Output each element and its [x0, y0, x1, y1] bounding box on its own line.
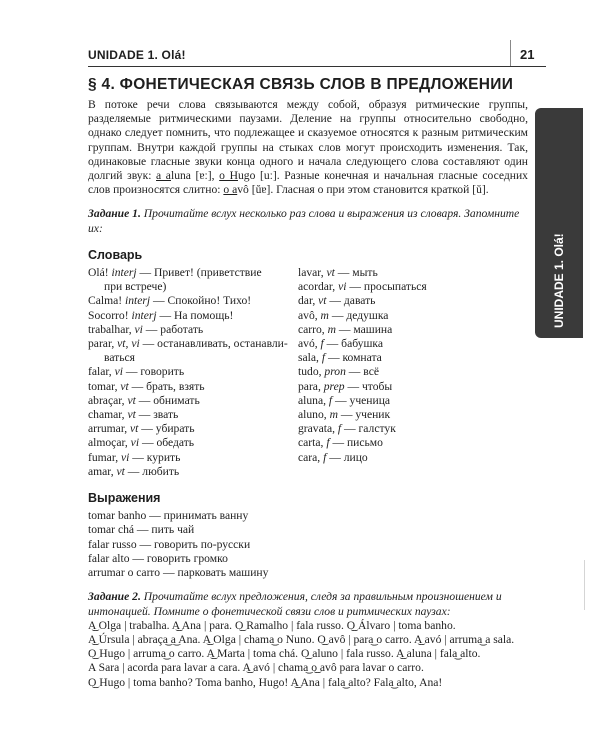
vocab-definition: — обедать	[139, 436, 195, 450]
vocab-definition: — чтобы	[344, 379, 393, 393]
vocab-pos: f	[320, 337, 324, 351]
task-1	[88, 207, 528, 235]
vocab-pos: interj	[111, 266, 137, 280]
vocab-entry	[298, 394, 498, 408]
vocab-word: chamar,	[88, 408, 128, 422]
vocab-entry	[298, 280, 498, 294]
vocab-pos: vt	[130, 422, 139, 436]
vocab-entry	[88, 337, 298, 365]
running-head: UNIDADE 1. Olá!	[88, 48, 186, 62]
side-tab	[535, 108, 583, 338]
sentence-line: A͜ Olga | trabalha. A͜ Ana | para. O͜ Ramalho | fala russo. O͜ Álvaro | toma banho.	[88, 618, 456, 632]
vocab-definition: — всё	[345, 365, 379, 379]
vocab-entry	[88, 394, 298, 408]
task-1-label: Задание 1.	[88, 207, 141, 221]
vocab-entry	[298, 422, 498, 436]
vocab-pos: vi	[134, 322, 143, 336]
vocab-word: Calma!	[88, 294, 126, 308]
vocab-word: aluna,	[298, 393, 329, 407]
vocab-pos: vi	[338, 280, 347, 294]
task-2-label: Задание 2.	[88, 590, 141, 604]
vocab-pos: vi	[121, 450, 130, 464]
vocab-entry	[298, 451, 498, 465]
vocab-word: carta,	[298, 436, 327, 450]
vocab-entry	[88, 309, 298, 323]
vocab-entry	[298, 365, 498, 379]
vocab-word: trabalhar,	[88, 322, 135, 336]
vocab-entry	[298, 266, 498, 280]
phrase-item: falar alto — говорить громко	[88, 551, 228, 565]
vocab-entry	[298, 408, 498, 422]
vocab-entry	[88, 323, 298, 337]
vocab-word: almoçar,	[88, 436, 131, 450]
vocab-definition-continued: при встрече)	[104, 280, 167, 294]
vocab-word: falar,	[88, 365, 115, 379]
vocab-entry	[88, 294, 298, 308]
vocab-pos: m	[320, 308, 329, 322]
vocab-pos: vi	[114, 365, 123, 379]
vocab-definition: — курить	[129, 450, 181, 464]
vocab-pos: vi	[130, 436, 140, 450]
vocab-entry	[88, 380, 298, 394]
task-1-text: Прочитайте вслух несколько раз слова и выражения из словаря. Запомните их:	[88, 207, 520, 235]
vocab-entry	[298, 294, 498, 308]
vocab-pos: f	[321, 351, 326, 365]
phrase-item: tomar chá — пить чай	[88, 523, 195, 537]
vocab-definition: — Спокойно! Тихо!	[150, 294, 252, 308]
vocab-definition: — мыть	[334, 266, 378, 280]
vocab-entry	[88, 436, 298, 450]
page-content	[88, 76, 528, 690]
vocab-pos: prep	[323, 379, 345, 393]
vocab-pos: vt	[120, 379, 129, 393]
vocab-word: sala,	[298, 351, 322, 365]
vocab-word: arrumar,	[88, 422, 131, 436]
phrase-item: arrumar o carro — парковать машину	[88, 566, 269, 580]
vocab-left-column	[88, 266, 298, 479]
vocab-pos: pron	[324, 365, 346, 379]
example-oavo-rest: vô [ŭɐ]. Гласная o при этом становится краткой [ŭ].	[237, 183, 489, 197]
vocab-definition: — комната	[325, 351, 382, 365]
vocab-word: abraçar,	[88, 393, 128, 407]
gutter-line	[584, 560, 585, 610]
example-aaluna: a a	[156, 169, 171, 183]
vocab-word: avô,	[298, 308, 321, 322]
vocab-word: avó,	[298, 337, 321, 351]
vocab-word: amar,	[88, 464, 117, 478]
vocab-word: carro,	[298, 322, 328, 336]
vocab-definition: — звать	[135, 408, 179, 422]
vocab-word: dar,	[298, 294, 319, 308]
vocab-entry	[88, 365, 298, 379]
page-number: 21	[520, 47, 535, 62]
vocab-pos: m	[329, 408, 338, 422]
side-tab-label: UNIDADE 1. Olá!	[552, 233, 566, 328]
vocab-word: Socorro!	[88, 308, 132, 322]
vocab-pos: interj	[125, 294, 151, 308]
vocab-pos: vt	[318, 294, 327, 308]
vocab-definition: — дедушка	[328, 308, 389, 322]
sentence-line: O͜ Hugo | arruma͜ o carro. A͜ Marta | toma chá. O͜ aluno | fala russo. A͜ aluna | fala͜ alto.	[88, 647, 481, 661]
vocab-entry	[298, 351, 498, 365]
vocab-pos: m	[327, 322, 336, 336]
vocab-word: Olá!	[88, 266, 112, 280]
vocab-definition: — ученица	[332, 393, 391, 407]
vocab-pos: vt	[116, 464, 125, 478]
vocab-definition: — письмо	[329, 436, 383, 450]
vocab-definition: — давать	[326, 294, 376, 308]
vocab-definition: — бабушка	[323, 337, 384, 351]
vocab-definition: — убирать	[138, 422, 195, 436]
vocab-pos: interj	[131, 308, 157, 322]
vocab-definition: — брать, взять	[128, 379, 205, 393]
vocab-definition: — говорить	[122, 365, 185, 379]
vocab-right-column	[298, 266, 498, 479]
task-2	[88, 590, 528, 618]
vocab-word: para,	[298, 379, 324, 393]
vocab-definition: — На помощь!	[156, 308, 234, 322]
example-ohugo: o H	[219, 169, 238, 183]
vocab-word: aluno,	[298, 408, 330, 422]
vocab-pos: vt	[127, 393, 136, 407]
vocab-pos: f	[323, 450, 327, 464]
vocab-definition: — обнимать	[135, 393, 200, 407]
phrase-item: falar russo — говорить по-русски	[88, 537, 251, 551]
vocab-definition: — останавливать, останавли-	[139, 337, 288, 351]
vocab-definition: — ученик	[337, 408, 391, 422]
example-oavo: o a	[223, 183, 238, 197]
rule-paragraph	[88, 98, 528, 197]
vocab-word: parar,	[88, 337, 118, 351]
example-aaluna-rest: luna [ɐː],	[170, 169, 215, 183]
vocab-word: tudo,	[298, 365, 325, 379]
vocab-word: gravata,	[298, 422, 338, 436]
vocab-heading: Словарь	[88, 247, 143, 262]
vocab-entry	[88, 266, 298, 294]
vocab-definition: — любить	[124, 464, 180, 478]
example-ohugo-rest: ugo [uː]. Разные конечная и начальная гласные соседних слов произносятся слитно:	[88, 169, 528, 197]
vocab-pos: f	[326, 436, 330, 450]
vocab-definition: — галстук	[341, 422, 396, 436]
vocab-entry	[88, 465, 298, 479]
vocab-word: cara,	[298, 450, 324, 464]
vocab-definition-continued: ваться	[104, 351, 135, 365]
rule-text: В потоке речи слова связываются между собой, образуя ритмические группы, разделяемые ритмическими паузами. Деление на группы относительно свободно, однако следует помнить, что подлежащее и сказуемое относятся к разным ритмическим группам. Внутри каждой группы на стыках слов могут происходить изменения. Так, одинаковые гласные звуки конца одного и начала следующего слова составляют один долгий звук:	[88, 98, 528, 183]
vocab-pos: f	[328, 393, 333, 407]
vocab-entry	[298, 337, 498, 351]
vocab-definition: — работать	[142, 322, 204, 336]
vocab-word: acordar,	[298, 280, 339, 294]
header-rule	[88, 66, 546, 67]
vocab-word: lavar,	[298, 266, 327, 280]
vocab-entry	[298, 380, 498, 394]
vocab-pos: vt	[326, 266, 335, 280]
vocab-pos: vt, vi	[117, 337, 140, 351]
vocab-entry	[88, 408, 298, 422]
sentence-line: O͜ Hugo | toma banho? Toma banho, Hugo! A͜ Ana | fala͜ alto? Fala͜ alto, Ana!	[88, 675, 443, 689]
vocab-entry	[88, 422, 298, 436]
vocab-entry	[298, 323, 498, 337]
vocab-pos: f	[337, 422, 342, 436]
vocab-entry	[298, 436, 498, 450]
phrases-heading: Выражения	[88, 491, 161, 506]
header-divider	[510, 40, 511, 66]
vocab-word: fumar,	[88, 450, 122, 464]
vocab-definition: — машина	[335, 322, 393, 336]
vocab-word: tomar,	[88, 379, 121, 393]
vocab-entry	[298, 309, 498, 323]
vocab-columns	[88, 266, 528, 479]
section-heading: § 4. ФОНЕТИЧЕСКАЯ СВЯЗЬ СЛОВ В ПРЕДЛОЖЕНИИ	[88, 76, 514, 93]
phrase-item: tomar banho — принимать ванну	[88, 509, 249, 523]
sentence-line: A Sara | acorda para lavar a cara. A͜ avó | chama͜ o͜ avô para lavar o carro.	[88, 661, 424, 675]
vocab-definition: — лицо	[326, 450, 368, 464]
practice-sentences	[88, 619, 528, 690]
vocab-pos: vt	[127, 408, 136, 422]
vocab-definition: — просыпаться	[346, 280, 427, 294]
vocab-entry	[88, 451, 298, 465]
phrase-list	[88, 509, 528, 580]
vocab-definition: — Привет! (приветствие	[136, 266, 262, 280]
sentence-line: A͜ Úrsula | abraça͜ a͜ Ana. A͜ Olga | chama͜ o Nuno. O͜ avô | para͜ o carro. A͜ avó | arruma͜ a sala.	[88, 632, 515, 646]
task-2-text: Прочитайте вслух предложения, следя за правильным произношением и интонацией. Помните о фонетической связи слов и ритмических паузах:	[88, 590, 502, 618]
